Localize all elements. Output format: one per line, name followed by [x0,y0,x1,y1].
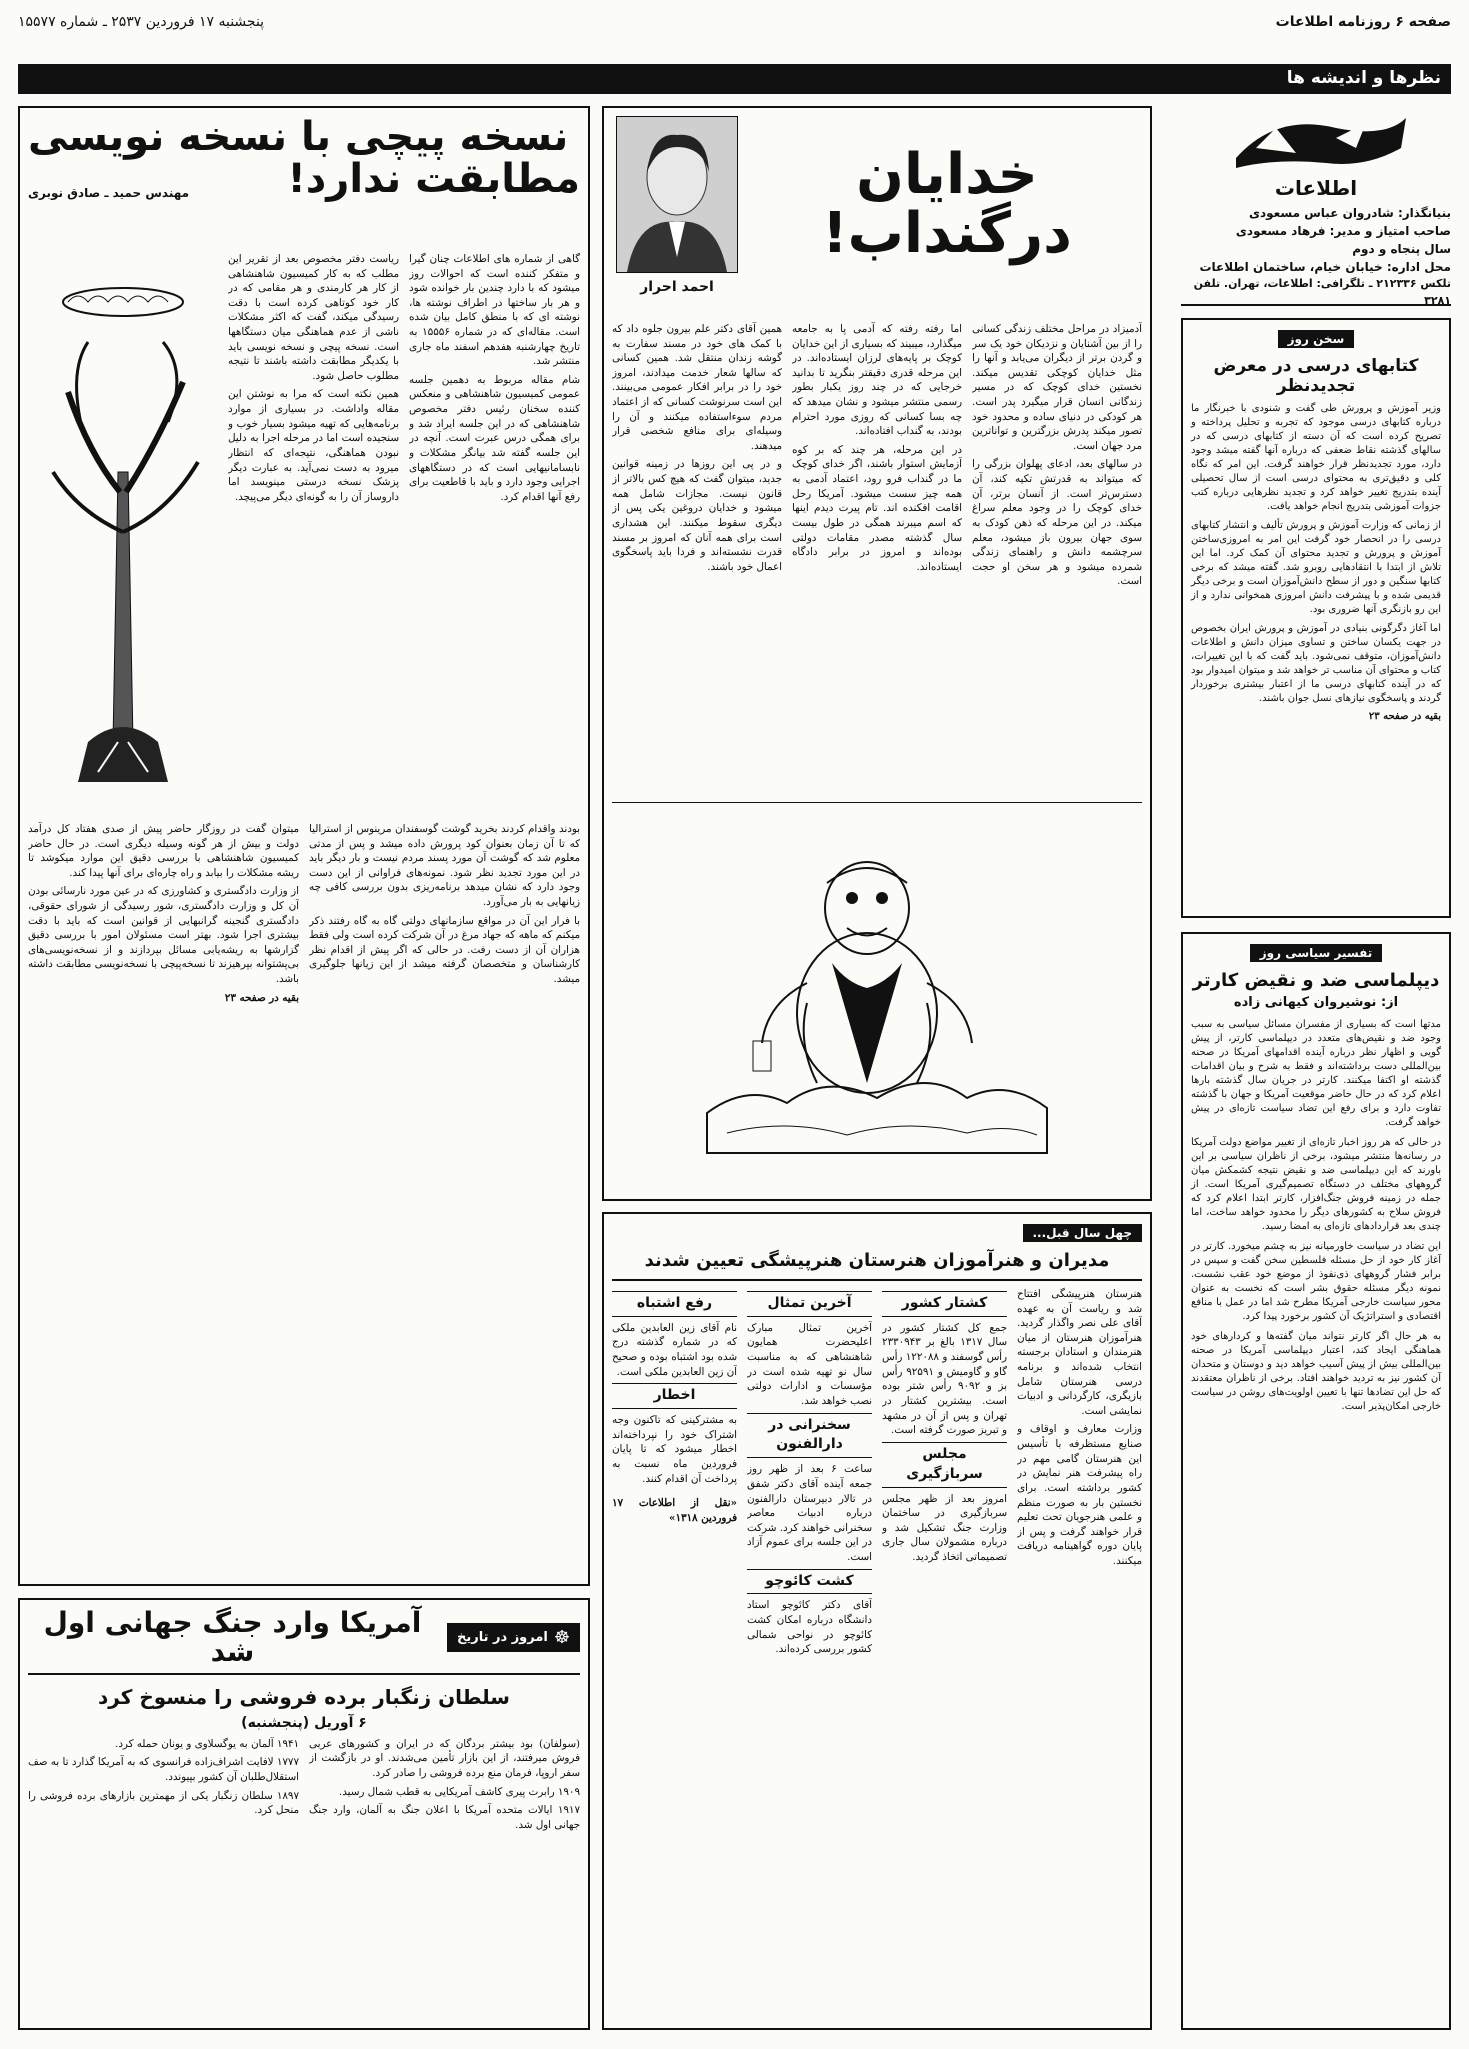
text-column [409,252,580,812]
paragraph: ساعت ۶ بعد از ظهر روز جمعه آینده آقای دکتر شفق در تالار دبیرستان دارالفنون درباره ادبیات معاصر سخنرانی خواهند کرد. شرکت در این جلسه برای عموم آزاد است. [747,1463,872,1563]
paragraph: ۱۹۴۱ آلمان به یوگسلاوی و یونان حمله کرد. [115,1737,299,1750]
paragraph: ۱۹۱۷ ایالات متحده آمریکا با اعلان جنگ به آلمان، وارد جنگ جهانی اول شد. [309,1804,580,1831]
tree-illustration [28,252,218,812]
today-history-title: آمریکا وارد جنگ جهانی اول شد [43,1606,422,1669]
news-heading: اخطار [612,1383,737,1409]
paragraph: نام آقای زین العابدین ملکی که در شماره گذشته درج شده بود اشتباه بوده و صحیح آن زین العابدین ملکی است. [612,1321,737,1378]
text-column [882,1287,1007,2017]
paragraph: گاهی از شماره های اطلاعات چنان گیرا و متفکر کننده است که احوالات روز میشود که با دارد چندین بار خوانده شود و هر بار ساختها در اطراف نوشته ها، نوشته ای که با منطق کامل بیان شده است. مقاله‌ای که در شماره ۱۵۵۵۶ به تاریخ چهارشنبه هفدهم اسفند ماه جاری منتشر شد. [409,253,580,368]
text-column [309,1737,580,2017]
forty-years-body [612,1287,1142,2017]
commentary-paragraph: در حالی که هر روز اخبار تازه‌ای از تغییر مواضع دولت آمریکا در رسانه‌ها منتشر میشود، برخی از ناظران سیاسی بر این باورند که این دیپلماسی ضد و نقیض نتیجه کشمکش میان گروههای مختلف در دستگاه تصمیم‌گیری آمریکا است. از جمله در زمینه فروش جنگ‌افزار، کارتر ابتدا اعلام کرد که فروش سلاح به کشورهای دیگر را محدود خواهد ساخت، اما چندی بعد قراردادهای تازه‌ای به امضا رسید. [1191,1137,1441,1232]
masthead-logo-text: اطلاعات [1274,176,1358,200]
masthead [1181,106,1451,306]
editorial-title: کتابهای درسی در معرض تجدیدنظر [1213,356,1419,396]
article-gods-title: خدایان درگنداب! [822,142,1072,266]
editorial-paragraph: اما آغاز دگرگونی بنیادی در آموزش و پرورش ایران بخصوص در جهت یکسان ساختن و تساوی میزان دانش و اطلاعات دانش‌آموزان، متوقف نمی‌شود. باید گفت که با این تغییرات، کتاب و محتوای آن مناسب تر خواهد شد و میتوان امیدوار بود که در آینده کتابهای درسی ما از اعتبار بیشتری برخوردار گردند و پاسخگوی نیازهای نسل جوان باشند. [1191,623,1441,704]
paragraph: در این مرحله، هر چند که بر کوه آزمایش استوار باشند، اگر خدای کوچک ما در گنداب فرو رود، اعتماد آدمی به همه چیز سست میشود. آمریکا رحل اقامت افکنده اند. تام پیرت دیدم اینها که اسم میبرند همگی در طول بیست سال گذشته مصدر مقامات دولتی بوده‌اند و امروز در برابر دادگاه ایستاده‌اند. [792,443,962,573]
text-column [1017,1287,1142,2017]
paragraph: ۱۹۰۹ رابرت پیری کاشف آمریکایی به قطب شمال رسید. [338,1785,580,1798]
text-column [612,322,782,792]
commentary-author: از: نوشیروان کیهانی زاده [1233,995,1399,1010]
office-line: محل اداره: خیابان خیام، ساختمان اطلاعات [1199,260,1451,274]
editorial-continued: بقیه در صفحه ۲۳ [1368,711,1441,722]
paragraph: وزارت معارف و اوقاف و صنایع مستظرفه با تأسیس این هنرستان گامی مهم در راه پیشرفت هنر نمایش در کشور برداشته است. برای نخستین بار به صورت منظم و علمی هنرجویان تحت تعلیم قرار خواهند گرفت و پس از پایان دوره گواهینامه دریافت میکنند. [1017,1423,1142,1567]
paragraph: در سالهای بعد، ادعای پهلوان بزرگی را که میتواند به قدرتش تکیه کند، آن دسترس‌تر است. از آنسان برتر، آن خدای کوچک را در وجود معلم سراغ میکند. در این مرحله که ذهن کودک به سوی جهان بیرون باز میشود، معلم سرچشمه دانش و راهنمای زندگی شمرده میشود و هر سخن او حجت است. [972,458,1142,588]
editorial-kicker: سخن روز [1278,330,1355,348]
year-line: سال پنجاه و دوم [1352,242,1451,256]
text-column [309,822,580,1572]
paragraph: جمع کل کشتار کشور در سال ۱۳۱۷ بالغ بر ۲۳۳۰۹۴۳ رأس گوسفند و ۱۲۲۰۸۸ رأس گاو و گاومیش و ۹۲۵۹۱ رأس بز و ۹۰۹۲ رأس شتر بوده است. بیشترین کشتار در تهران و پس از آن در مشهد و تبریز صورت گرفته است. [882,1321,1007,1437]
forty-years-kicker: چهل سال قبل... [1023,1224,1143,1242]
divider [612,1279,1142,1281]
paragraph: شام مقاله مربوط به دهمین جلسه عمومی کمیسیون شاهنشاهی و منعکس کننده سخنان رئیس دفتر مخصوص شاهنشاهی که در این جلسه ایراد شد و برای همگی درس عبرت است. آنچه در این جلسه گفته شد بیانگر مشکلات و نابسامانیهایی است که در دستگاههای اجرایی وجود دارد و باید با قاطعیت برای رفع آنها اقدام کرد. [409,373,580,503]
section-title: نظرها و اندیشه ها [1286,68,1441,88]
news-heading: کشت کائوچو [747,1569,872,1595]
paragraph: ۱۸۹۷ سلطان زنگبار یکی از مهمترین بازارهای برده فروشی را منحل کرد. [28,1789,299,1817]
article-gods [602,106,1152,1201]
paragraph: ریاست دفتر مخصوص بعد از تقریر این مطلب که به کار کمیسیون شاهنشاهی از کار هر کارمندی و هر مقامی که در کار خود کوتاهی کرده است با دقت رسیدگی میکند، گفت که اکثر مشکلات ناشی از عدم هماهنگی میان دستگاهها است. نسخه پیچی و نسخه نویسی باید با یکدیگر مطابقت داشته باشند تا نتیجه مطلوب حاصل شود. [228,253,399,382]
editorial-paragraph: از زمانی که وزارت آموزش و پرورش تألیف و انتشار کتابهای درسی را در انحصار خود گرفت این امر به امروزی‌ساختن آموزش و پرورش و تجدید محتوای آن کمک کرد. اما این تلاش از ابتدا با انتقادهایی روبرو شد. گفته میشد که برخی کتابها سنگین و دور از سطح دانش‌آموزان است و برخی دیگر قدیمی شده و با پیشرفت دانش امروزی همخوانی ندارد و از این رو بازنگری آنها ضروری بود. [1191,520,1441,615]
today-history-subtitle: سلطان زنگبار برده فروشی را منسوخ کرد [98,1684,510,1709]
forty-years-title: مدیران و هنرآموزان هنرستان هنرپیشگی تعیین شدند [644,1250,1110,1271]
paragraph: همین آقای دکتر علم بیرون جلوه داد که با کمک های خود در مسند سفارت به گوشه زندان منتقل شد. همین کسانی که سالها شعار خدمت میدادند، امروز خود را در برابر افکار عمومی می‌بینند. این است سرنوشت کسانی که از اعتماد مردم سوءاستفاده میکنند و آن را وسیله‌ای برای منافع شخصی قرار میدهند. [612,323,782,452]
article-prescription-title-2: مطابقت ندارد! [287,156,580,202]
paragraph: میتوان گفت در روزگار حاضر پیش از صدی هفتاد کل درآمد دولت و بیش از هر گونه وسیله دیگری است. در حال حاضر کمیسیون شاهنشاهی با بررسی دقیق این موارد میکوشد تا ریشه مشکلات را بیابد و راه چاره‌ای برای آنها پیدا کند. [28,823,299,879]
article-prescription-body [28,822,580,1572]
divider [28,1673,580,1675]
editorial-box [1181,318,1451,918]
contact-line: تلکس ۲۱۲۳۳۶ ـ تلگرافی: اطلاعات، تهران. تلفن ۳۲۸۱ [1193,277,1451,307]
founder-line: بنیانگذار: شادروان عباس مسعودی [1248,206,1451,220]
commentary-kicker: تفسیر سیاسی روز [1250,944,1383,962]
commentary-paragraph: مدتها است که بسیاری از مفسران مسائل سیاسی به سبب وجود ضد و نقیض‌های متعدد در دیپلماسی کارتر، از پیش گویی و اظهار نظر درباره آینده اقدامهای آمریکا در صحنه بین‌المللی دست برداشته‌اند و فقط به شرح و بیان اقدامات گذشته او اکتفا میکنند. کارتر در جریان سال گذشته بارها اعلام کرد که در حال حاضر موقعیت آمریکا و جهان با گذشته تفاوت دارد و برای رفع این تضاد سیاست تازه‌ای در پیش خواهد گرفت. [1191,1019,1441,1128]
text-column [612,1287,737,2017]
paragraph: هنرستان هنرپیشگی افتتاح شد و ریاست آن به عهده آقای علی نصر واگذار گردید. هنرآموزان هنرستان از میان هنرمندان و استادان برجسته انتخاب شده‌اند و برنامه درسی هنرستان شامل بازیگری، کارگردانی و ادبیات نمایشی است. [1017,1288,1142,1417]
page-header [18,10,1451,34]
editorial-body [1191,402,1441,706]
owner-line: صاحب امتیاز و مدیر: فرهاد مسعودی [1235,224,1451,238]
text-column [747,1287,872,2017]
source-note: «نقل از اطلاعات ۱۷ فروردین ۱۳۱۸» [612,1497,737,1524]
author-photo [616,116,738,273]
article-prescription [18,106,590,1586]
paragraph: ۱۷۷۷ لافایت اشراف‌زاده فرانسوی که به آمریکا گذارد تا به صف استقلال‌طلبان آن کشور بپیوندد. [28,1756,299,1783]
section-bar [18,64,1451,94]
paragraph: آقای دکتر کائوچو استاد دانشگاه درباره امکان کشت کائوچو در نواحی شمالی کشور بررسی کرده‌اند. [747,1599,872,1656]
calendar-icon: ☸ [553,1626,570,1648]
article-gods-body [612,322,1142,792]
masthead-emblem [1216,108,1416,182]
text-column [28,822,299,1572]
text-column [792,322,962,792]
article-gods-author: احمد احرار [640,279,714,295]
paragraph: (سولفان) بود بیشتر بردگان که در ایران و کشورهای عربی فروش میرفتند، از این بازار تأمین می‌شدند. او در بازگشت از سفر اروپا، فرمان منع برده فروشی را صادر کرد. [309,1737,580,1779]
article-prescription-author: مهندس حمید ـ صادق نوبری [28,186,190,200]
today-history-kicker-label: امروز در تاریخ [456,1629,548,1645]
paragraph: آدمیزاد در مراحل مختلف زندگی کسانی را از بین آشنایان و نزدیکان خود یک سر و گردن برتر از دیگران می‌یابد و آنها را مثل خدایان کوچکی تقدیس میکند. نخستین خدای کوچک که در مسیر زندگانی انسان قرار میگیرد پدر است. هر کودکی در دنیای ساده و محدود خود تصور میکند پدرش بزرگترین و تواناترین مرد جهان است. [972,323,1142,452]
paragraph: آخرین تمثال مبارک اعلیحضرت همایون شاهنشاهی که به مناسبت سال نو تهیه شده است در مؤسسات و ادارات دولتی نصب خواهد شد. [747,1321,872,1407]
news-heading: رفع اشتباه [612,1291,737,1317]
paragraph: با فرار این آن در مواقع سازمانهای دولتی گاه به گاه رفتند ذکر میکنم که ماهه که جهاد مرغ در آن شرکت کرده است ولی فقط هزاران آن از دست رفت. در حالی که اگر پیش از اقدام نظر کارشناسان و متخصصان گرفته میشد از این زیانها جلوگیری میشد. [309,914,580,986]
text-column [972,322,1142,792]
commentary-body [1191,1018,1441,1414]
paragraph: همین نکته است که مرا به نوشتن این مقاله واداشت. در بسیاری از موارد برنامه‌هایی که تهیه میشود بسیار خوب و سنجیده است اما در مرحله اجرا به دلیل نبودن هماهنگی، نتیجه‌ای که انتظار میرود به دست نمی‌آید. به عبارت دیگر پزشک نسخه درستی مینویسد اما داروساز آن را به گونه‌ای دیگر می‌پیچد. [228,388,399,503]
masthead-logo [1181,106,1451,184]
news-heading: مجلس سربازگیری [882,1442,1007,1488]
paragraph: اما رفته رفته که آدمی پا به جامعه میگذارد، میبیند که بسیاری از این خدایان کوچک بر پایه‌های لرزان ایستاده‌اند. در این مرحله قدری دقیقتر بنگرید تا بدانید خرجایی که در چند روز یکبار بطور رسمی منتشر میشود و نشان میدهد که چه بسا کسانی که روزی مورد احترام بودند، به گنداب افتاده‌اند. [792,323,962,438]
text-column [228,252,399,812]
commentary-title: دیپلماسی ضد و نقیض کارتر [1192,970,1440,991]
today-history-box [18,1598,590,2030]
article-prescription-continued: بقیه در صفحه ۲۳ [224,991,299,1004]
paragraph: از وزارت دادگستری و کشاورزی که در عین مورد نارسائی بودن آن کل و وزارت دادگستری، شور رسیدگی از شورای حقوقی، دادگستری گنجینه گرانبهایی از قوانین است که باید با دقت بیشتری اجرا شود. بهتر است مسئولان امور با بررسی دقیق گزارشها به ریشه‌یابی مسائل بپردازند و از نسخه‌نویسی‌های بی‌پشتوانه بپرهیزند تا نسخه‌پیچی با نسخه‌نویسی مطابقت داشته باشد. [28,885,299,986]
editorial-paragraph: وزیر آموزش و پرورش طی گفت و شنودی با خبرنگار ما درباره کتابهای درسی موجود که تجربه و تحلیل پرداخته و تصریح کرده است که آن دسته از کتابهای درسی که در سالهای گذشته نقاط ضعفی که درباره آنها گفته میشد وجود دارد، مورد تجدیدنظر قرار خواهند گرفت. این امر که نگاه کلی و دقیق‌تری به محتوای درسی است از سال تحصیلی آینده بتدریج تغییر خواهد کرد و تجدید نظرهایی درباره کتب جزوات آموزشی بتدریج انجام خواهد یافت. [1191,403,1441,512]
page-number: صفحه ۶ روزنامه اطلاعات [1275,14,1451,30]
issue-date: پنجشنبه ۱۷ فروردین ۲۵۳۷ ـ شماره ۱۵۵۷۷ [18,14,265,30]
news-heading: سخنرانی در دارالفنون [747,1413,872,1459]
paragraph: و در پی این روزها در زمینه قوانین جدید، میتوان گفت که هیچ کس بالاتر از قانون نیست. مجازات شامل همه میشود و خدایان دروغین یکی پس از دیگری سقوط میکنند. این هشداری است برای همه آنان که امروز بر مسند قدرت نشسته‌اند و فردا باید پاسخگوی اعمال خود باشند. [612,458,782,573]
news-heading: آخرین تمثال [747,1291,872,1317]
forty-years-box [602,1212,1152,2030]
author-portrait [617,117,737,272]
article-prescription-title-1: نسخه پیچی با نسخه نویسی [28,114,569,160]
commentary-paragraph: به هر حال اگر کارتر نتواند میان گفته‌ها و کردارهای خود هماهنگی ایجاد کند، اعتبار دیپلماسی آمریکا در صحنه بین‌المللی بیش از پیش آسیب خواهد دید و دوستان و متحدان آن کشور نیز به تردید خواهند افتاد. برخی از ناظران معتقدند که حل این تضادها تنها با تعیین اولویت‌های روشن در سیاست خارجی امکان‌پذیر است. [1191,1331,1441,1412]
today-history-kicker [447,1623,580,1652]
today-history-date: ۶ آوریل (پنجشنبه) [241,1714,367,1731]
today-history-body [28,1737,580,2017]
paragraph: به مشترکینی که تاکنون وجه اشتراک خود را نپرداخته‌اند اخطار میشود که تا پایان فروردین ماه نسبت به پرداخت آن اقدام کنند. [612,1414,737,1485]
commentary-paragraph: این تضاد در سیاست خاورمیانه نیز به چشم میخورد. کارتر در آغاز کار خود از حل مسئله فلسطین سخن گفت و سپس در برابر فشار گروههای ذی‌نفوذ از موضع خود عقب نشست. نمونه دیگر مسئله حقوق بشر است که نخست به عنوان محور سیاست خارجی آمریکا مطرح شد اما در عمل با منافع اقتصادی و استراتژیک آن کشور برخورد پیدا کرد. [1191,1241,1441,1322]
cartoon [612,802,1142,1183]
news-heading: کشتار کشور [882,1291,1007,1317]
cartoon-drawing [667,813,1087,1173]
paragraph: بودند واقدام کردند بخرید گوشت گوسفندان مرینوس از استرالیا که تا آن زمان بعنوان کود پرورش داده میشد و پس از مدتی معلوم شد که گوشت آن مورد پسند مردم نیست و بار دیگر باید در این مورد تجدید نظر شود. نمونه‌های فراوانی از این دست وجود دارد که نشان میدهد برنامه‌ریزی بدون بررسی کافی چه زیانهایی به بار می‌آورد. [309,823,580,909]
article-prescription-header [28,116,580,246]
paragraph: امروز بعد از ظهر مجلس سربازگیری در ساختمان وزارت جنگ تشکیل شد و درباره مشمولان سال جاری تصمیماتی اتخاذ گردید. [882,1492,1007,1563]
tree-drawing [28,272,218,792]
commentary-box [1181,932,1451,2030]
text-column [28,1737,299,2017]
